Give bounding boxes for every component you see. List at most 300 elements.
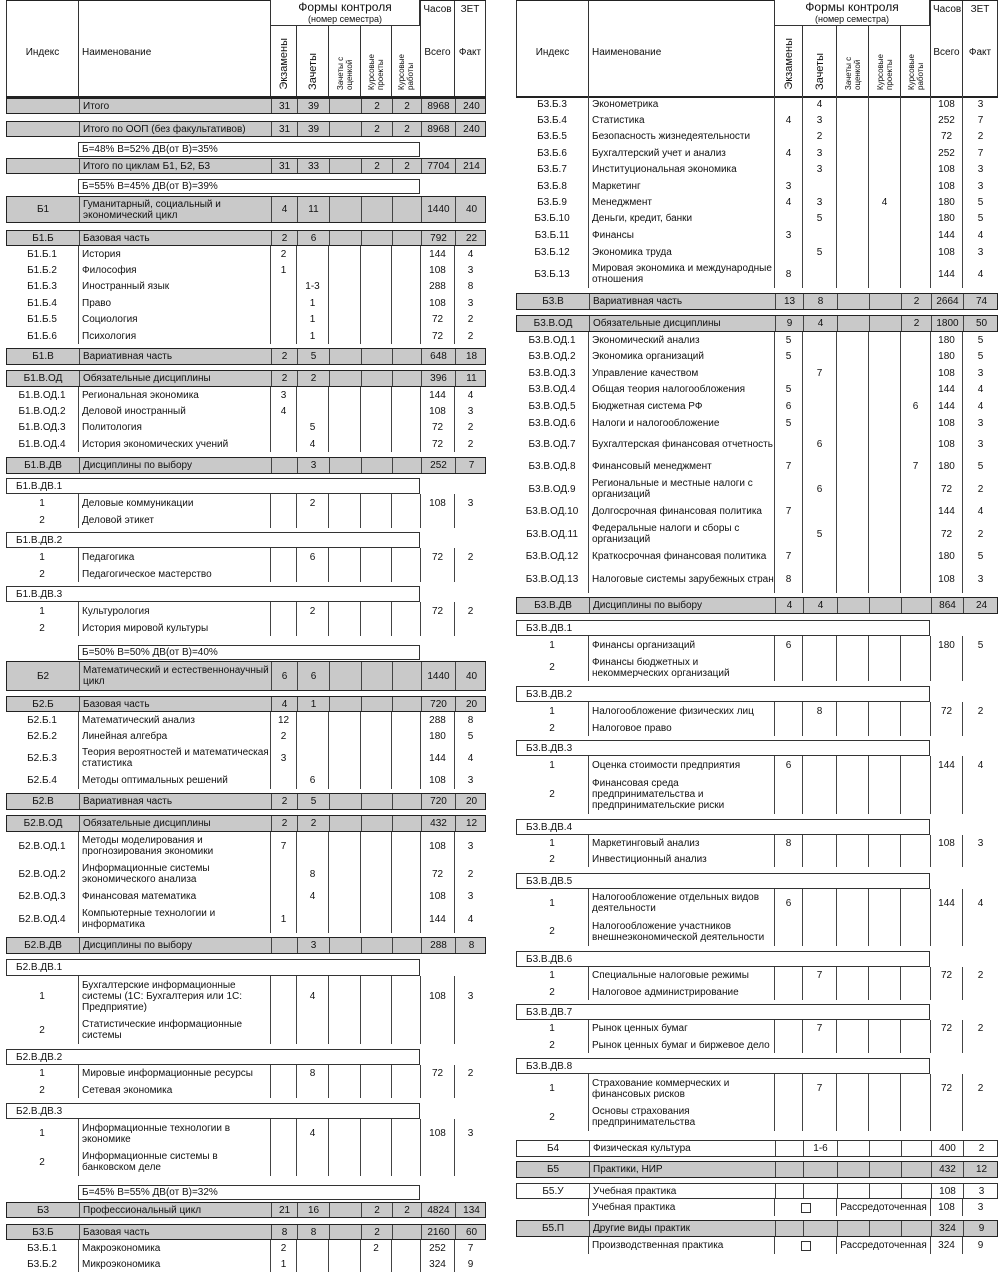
row-exams: 13: [775, 294, 803, 309]
row-credits: [802, 984, 836, 1000]
row-total: [930, 852, 962, 867]
row-total: 72: [420, 419, 454, 436]
row-total: [930, 1037, 962, 1053]
row-credits: 7: [802, 1020, 836, 1037]
row-exams: [270, 602, 296, 620]
row-name: Дисциплины по выбору: [589, 598, 775, 613]
row-name: Финансы: [588, 227, 774, 244]
row-fact: 2: [454, 436, 486, 452]
row-total: 144: [930, 260, 962, 288]
row-name: Вариативная часть: [79, 349, 271, 364]
row-graded-credits: [328, 728, 360, 744]
row-credits: [296, 712, 328, 728]
row-total: 72: [930, 967, 962, 984]
row-credits: 8: [803, 294, 837, 309]
row-fact: 3: [962, 244, 998, 260]
row-graded-credits: [328, 602, 360, 620]
table-row: [6, 832, 486, 860]
row-total: 108: [930, 1199, 962, 1216]
row-course-works: [391, 387, 420, 403]
row-credits: 4: [802, 96, 836, 112]
row-exams: [774, 128, 802, 145]
row-course-projects: [868, 654, 900, 681]
row-name: Компьютерные технологии и информатика: [78, 905, 270, 933]
table-row: [516, 178, 998, 194]
row-index: Б2.В: [32, 796, 54, 807]
row-graded-credits: [836, 967, 868, 984]
row-name: Деньги, кредит, банки: [588, 210, 774, 227]
row-name: Информационные технологии в экономике: [78, 1119, 270, 1148]
row-course-works: [901, 1162, 931, 1177]
dispersed-checkbox[interactable]: [774, 1237, 836, 1254]
row-course-projects: [868, 1037, 900, 1053]
row-total: 1440: [421, 662, 455, 690]
row-course-projects: [361, 794, 392, 809]
row-course-works: [391, 620, 420, 636]
table-row: [6, 728, 486, 744]
row-total: 108: [930, 365, 962, 381]
practice-row: [516, 1237, 998, 1254]
row-exams: [774, 984, 802, 1000]
header-name-label: Наименование: [592, 47, 662, 58]
table-row: [516, 917, 998, 946]
row-total: 252: [930, 145, 962, 161]
row-course-works: [391, 772, 420, 789]
row-graded-credits: [328, 262, 360, 278]
row-exams: 6: [774, 398, 802, 415]
row-course-works: [392, 662, 421, 690]
row-index: Б1.В.ОД.2: [18, 405, 66, 417]
row-name: Налогообложение физических лиц: [588, 702, 774, 720]
row-name: Учебная практика: [589, 1184, 775, 1198]
row-total: 324: [931, 1221, 963, 1236]
row-index: 1: [549, 1023, 555, 1034]
table-row: [516, 984, 998, 1000]
row-course-works: [391, 311, 420, 328]
row-course-projects: [868, 365, 900, 381]
row-fact: 4: [454, 246, 486, 262]
dispersed-checkbox[interactable]: [774, 1199, 836, 1216]
row-course-works: 6: [900, 398, 930, 415]
row-credits: [802, 1103, 836, 1131]
row-exams: 3: [270, 387, 296, 403]
row-course-works: [392, 349, 421, 364]
row-course-projects: [869, 1221, 901, 1236]
row-credits: 4: [296, 888, 328, 905]
table-row: [516, 1037, 998, 1053]
table-row: [516, 365, 998, 381]
row-graded-credits: [328, 905, 360, 933]
row-index: 1: [39, 497, 45, 509]
row-index: 2: [549, 662, 555, 673]
row-name: Налоговое право: [588, 720, 774, 736]
row-graded-credits: [836, 475, 868, 503]
row-exams: [270, 295, 296, 311]
share-note-row: [78, 179, 420, 194]
row-course-projects: [360, 566, 391, 582]
row-exams: [270, 1082, 296, 1098]
row-fact: [454, 1016, 486, 1044]
row-fact: 2: [962, 520, 998, 548]
row-index: 1: [549, 897, 555, 909]
row-name: Эконометрика: [588, 96, 774, 112]
row-exams: 31: [271, 159, 297, 173]
table-row: [516, 548, 998, 565]
header-total-label: Всего: [424, 47, 451, 58]
row-fact: 12: [963, 1162, 999, 1177]
table-row: [516, 128, 998, 145]
row-index: [516, 1199, 588, 1216]
section-row: [6, 815, 486, 832]
row-name: Экономика труда: [588, 244, 774, 260]
row-exams: [774, 654, 802, 681]
row-course-works: [900, 260, 930, 288]
row-credits: 8: [296, 860, 328, 888]
row-fact: [962, 1037, 998, 1053]
row-fact: 3: [454, 494, 486, 512]
elective-group-code: Б3.В.ДВ.4: [526, 821, 573, 833]
share-note-row: [78, 645, 420, 660]
share-note-row: [78, 1185, 420, 1200]
table-row: [6, 403, 486, 419]
header-course-works-label: Курсовые работы: [906, 53, 925, 90]
row-index: Б5.П: [541, 1223, 565, 1234]
row-fact: 2: [454, 548, 486, 566]
row-exams: [775, 1162, 803, 1177]
row-total: 864: [931, 598, 963, 613]
row-course-projects: [360, 512, 391, 528]
row-credits: [296, 387, 328, 403]
row-graded-credits: [836, 1103, 868, 1131]
row-fact: 9: [454, 1256, 486, 1272]
row-course-works: 2: [392, 159, 421, 173]
row-name: Информационные системы в банковском деле: [78, 1148, 270, 1176]
row-credits: 6: [297, 231, 329, 245]
row-index: Б1.В.ОД: [23, 373, 63, 384]
row-exams: [774, 702, 802, 720]
row-credits: [802, 756, 836, 774]
row-exams: 2: [270, 1240, 296, 1256]
row-total: [420, 512, 454, 528]
row-course-works: [391, 905, 420, 933]
row-index: Б1.Б.6: [27, 330, 57, 342]
share-note-row: [78, 142, 420, 157]
row-credits: [802, 398, 836, 415]
row-graded-credits: [836, 774, 868, 814]
row-total: 108: [420, 888, 454, 905]
row-exams: [775, 1221, 803, 1236]
row-graded-credits: [329, 99, 361, 113]
row-course-works: [900, 774, 930, 814]
row-graded-credits: [836, 112, 868, 128]
row-graded-credits: [328, 712, 360, 728]
row-course-works: [391, 976, 420, 1016]
row-credits: 2: [802, 128, 836, 145]
row-name: Информационные системы экономического анализа: [78, 860, 270, 888]
row-total: 108: [930, 565, 962, 593]
table-row: [516, 889, 998, 917]
row-total: 108: [930, 96, 962, 112]
table-row: [516, 227, 998, 244]
row-graded-credits: [328, 246, 360, 262]
row-course-projects: [361, 697, 392, 711]
row-fact: 3: [454, 772, 486, 789]
row-total: 252: [930, 112, 962, 128]
section-row: [516, 1161, 998, 1178]
row-exams: 8: [774, 565, 802, 593]
row-course-works: [900, 145, 930, 161]
table-row: [6, 548, 486, 566]
row-credits: [803, 1221, 837, 1236]
row-fact: 2: [454, 311, 486, 328]
row-fact: 5: [962, 548, 998, 565]
row-course-works: [900, 381, 930, 398]
elective-group-code: Б2.В.ДВ.2: [16, 1051, 63, 1063]
row-name: Основы страхования предпринимательства: [588, 1103, 774, 1131]
row-index: 1: [39, 605, 45, 617]
row-course-projects: [360, 548, 391, 566]
row-fact: 2: [962, 1020, 998, 1037]
row-total: 72: [420, 328, 454, 344]
row-credits: 1: [297, 697, 329, 711]
row-fact: 3: [962, 835, 998, 852]
row-index: Б3.В.ОД.7: [528, 439, 576, 450]
row-exams: 1: [270, 262, 296, 278]
row-fact: 60: [455, 1225, 487, 1239]
row-index: Б3.В.ОД.8: [528, 461, 576, 472]
row-credits: 8: [802, 702, 836, 720]
row-exams: [270, 888, 296, 905]
row-course-projects: [360, 295, 391, 311]
row-course-works: [391, 744, 420, 772]
row-index: Б1.В.ДВ: [24, 460, 62, 471]
row-name: Инвестиционный анализ: [588, 852, 774, 867]
row-exams: 21: [271, 1203, 297, 1217]
row-course-projects: [360, 1119, 391, 1148]
row-name: Налогообложение участников внешнеэкономической деятельности: [588, 917, 774, 946]
row-course-works: [392, 231, 421, 245]
checkbox-box[interactable]: [801, 1241, 811, 1251]
row-graded-credits: [329, 371, 361, 386]
row-course-projects: [360, 602, 391, 620]
row-credits: 4: [296, 436, 328, 452]
row-credits: [296, 1082, 328, 1098]
table-row: [6, 905, 486, 933]
row-name: Обязательные дисциплины: [79, 816, 271, 831]
row-fact: 2: [454, 328, 486, 344]
row-exams: 9: [775, 316, 803, 331]
row-course-projects: 2: [361, 122, 392, 136]
header-total-label: Всего: [933, 47, 960, 58]
row-total: 252: [421, 458, 455, 473]
row-graded-credits: [328, 1119, 360, 1148]
row-course-works: [900, 520, 930, 548]
table-row: [516, 475, 998, 503]
row-name: Базовая часть: [79, 1225, 271, 1239]
table-row: [516, 654, 998, 681]
row-name: Безопасность жизнедеятельности: [588, 128, 774, 145]
row-course-works: [900, 565, 930, 593]
row-name: Гуманитарный, социальный и экономический цикл: [79, 197, 271, 222]
row-graded-credits: [328, 278, 360, 295]
row-credits: 1: [296, 328, 328, 344]
row-index: 1: [39, 1068, 45, 1079]
row-course-works: [391, 494, 420, 512]
row-name: Финансовый менеджмент: [588, 458, 774, 475]
row-course-projects: [869, 1162, 901, 1177]
row-name: История мировой культуры: [78, 620, 270, 636]
row-course-projects: [360, 278, 391, 295]
row-name: Управление качеством: [588, 365, 774, 381]
row-exams: [774, 96, 802, 112]
table-row: [516, 1103, 998, 1131]
row-exams: [270, 1065, 296, 1082]
row-fact: 4: [962, 889, 998, 917]
row-course-projects: [868, 917, 900, 946]
row-index: 1: [549, 1083, 555, 1094]
row-total: 144: [930, 756, 962, 774]
row-credits: 39: [297, 122, 329, 136]
row-index: 1: [39, 990, 45, 1002]
row-exams: [774, 520, 802, 548]
row-fact: 4: [962, 756, 998, 774]
row-total: 180: [930, 194, 962, 210]
row-course-works: [900, 503, 930, 520]
row-fact: 3: [454, 888, 486, 905]
row-fact: 9: [963, 1221, 999, 1236]
row-exams: 1: [270, 905, 296, 933]
row-course-projects: [360, 419, 391, 436]
header-course-projects-label: Курсовые проекты: [875, 53, 894, 90]
row-course-works: [900, 967, 930, 984]
row-fact: 7: [455, 458, 487, 473]
row-credits: 5: [297, 794, 329, 809]
row-total: 108: [930, 835, 962, 852]
practice-mode: Рассредоточенная: [836, 1237, 930, 1254]
row-fact: 2: [962, 1074, 998, 1103]
row-exams: 12: [270, 712, 296, 728]
table-row: [516, 1183, 998, 1199]
row-graded-credits: [837, 1141, 869, 1156]
row-index: Б3.Б: [32, 1226, 54, 1238]
row-name: Бюджетная система РФ: [588, 398, 774, 415]
table-row: [516, 702, 998, 720]
row-credits: 2: [297, 371, 329, 386]
row-course-works: [392, 371, 421, 386]
row-exams: [270, 548, 296, 566]
row-credits: [296, 1148, 328, 1176]
row-name: Базовая часть: [79, 231, 271, 245]
row-course-works: [900, 720, 930, 736]
row-exams: 7: [774, 503, 802, 520]
row-fact: 4: [454, 905, 486, 933]
row-fact: [962, 720, 998, 736]
row-total: 108: [930, 415, 962, 431]
row-index: 2: [549, 1039, 555, 1051]
row-name: Налоги и налогообложение: [588, 415, 774, 431]
row-graded-credits: [836, 348, 868, 365]
row-course-projects: [868, 548, 900, 565]
section-row: [516, 315, 998, 332]
row-exams: [774, 431, 802, 458]
row-course-works: [391, 832, 420, 860]
row-fact: 12: [455, 816, 487, 831]
row-index: Б3.В.ДВ: [534, 600, 572, 611]
row-course-works: [392, 1225, 421, 1239]
row-graded-credits: [836, 852, 868, 867]
row-credits: [296, 744, 328, 772]
row-total: 108: [420, 976, 454, 1016]
row-graded-credits: [836, 244, 868, 260]
row-name: Философия: [78, 262, 270, 278]
row-fact: 40: [455, 197, 487, 222]
row-fact: 3: [454, 403, 486, 419]
row-graded-credits: [328, 548, 360, 566]
row-index: Б3.Б.12: [534, 246, 570, 258]
row-total: 792: [421, 231, 455, 245]
row-graded-credits: [328, 1148, 360, 1176]
row-index: Б1.Б.3: [27, 281, 57, 292]
row-name: Рынок ценных бумаг: [588, 1020, 774, 1037]
row-total: 72: [930, 520, 962, 548]
row-course-works: [392, 697, 421, 711]
row-fact: [962, 1103, 998, 1131]
row-name: Другие виды практик: [589, 1221, 775, 1236]
row-graded-credits: [329, 662, 361, 690]
elective-group-header: [516, 819, 930, 835]
row-graded-credits: [836, 96, 868, 112]
table-row: [6, 311, 486, 328]
row-exams: [270, 1148, 296, 1176]
checkbox-box[interactable]: [801, 1203, 811, 1213]
row-total: [930, 1103, 962, 1131]
row-name: Налоговое администрирование: [588, 984, 774, 1000]
elective-group-header: [6, 586, 420, 602]
row-total: 288: [420, 278, 454, 295]
row-exams: 7: [774, 458, 802, 475]
row-index: Б1.Б.5: [27, 314, 57, 325]
row-exams: 4: [774, 194, 802, 210]
row-credits: 1-3: [296, 278, 328, 295]
header-course-works-label: Курсовые работы: [397, 53, 415, 90]
header-fact-label: Факт: [458, 47, 482, 58]
table-row: [6, 262, 486, 278]
row-exams: 2: [271, 816, 297, 831]
row-course-projects: [361, 231, 392, 245]
row-credits: [296, 905, 328, 933]
row-exams: [270, 860, 296, 888]
row-course-projects: 2: [361, 1203, 392, 1217]
row-total: 648: [421, 349, 455, 364]
row-graded-credits: [328, 860, 360, 888]
row-course-works: [900, 1074, 930, 1103]
row-exams: 4: [774, 112, 802, 128]
row-course-works: [900, 178, 930, 194]
row-credits: [802, 348, 836, 365]
table-row: [516, 520, 998, 548]
table-row: [516, 398, 998, 415]
row-name: Экономический анализ: [588, 332, 774, 348]
row-course-works: [901, 598, 931, 613]
table-row: [516, 1020, 998, 1037]
row-graded-credits: [836, 398, 868, 415]
row-total: 180: [930, 458, 962, 475]
row-index: Б3.Б.6: [537, 147, 567, 159]
row-exams: [775, 1141, 803, 1156]
row-graded-credits: [328, 888, 360, 905]
row-course-works: [900, 365, 930, 381]
row-fact: 3: [962, 565, 998, 593]
